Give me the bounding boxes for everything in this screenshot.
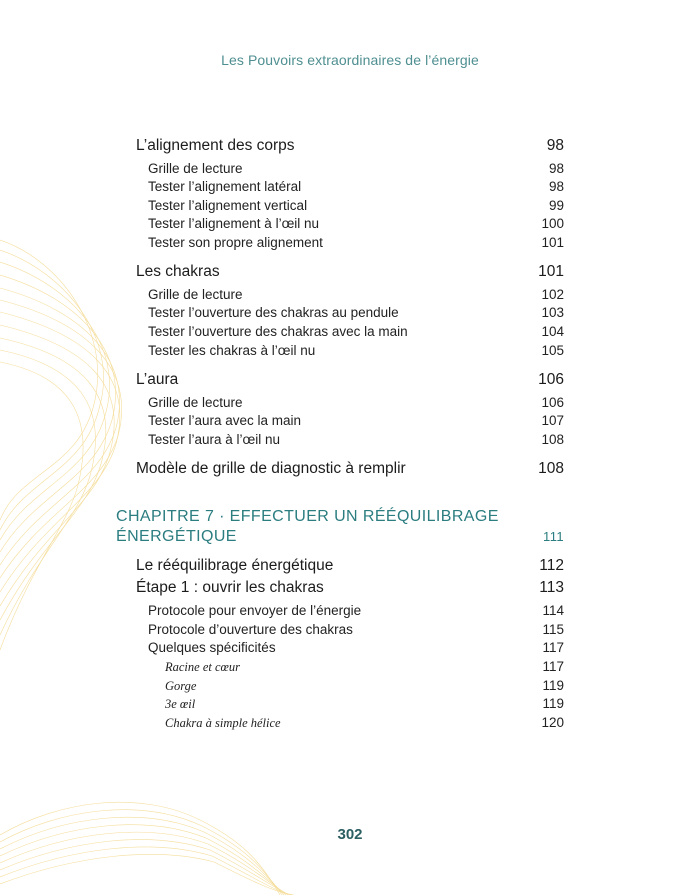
toc-subsubentry[interactable] xyxy=(165,715,564,731)
toc-subsubentry[interactable] xyxy=(165,678,564,694)
toc-entry-title: Le rééquilibrage énergétique xyxy=(136,557,334,574)
toc-entry-page: 108 xyxy=(538,460,564,477)
toc-subentry-title: Tester l’ouverture des chakras avec la main xyxy=(148,324,408,339)
toc-subentry-title: Tester l’alignement à l’œil nu xyxy=(148,216,320,231)
toc-entry-title: Les chakras xyxy=(136,263,220,280)
toc-subentry-page: 98 xyxy=(548,179,564,194)
running-header: Les Pouvoirs extraordinaires de l’énergie xyxy=(221,52,479,68)
toc-subentry-page: 107 xyxy=(541,413,564,428)
toc-subentry-title: Tester son propre alignement xyxy=(148,235,323,250)
toc-subentry[interactable] xyxy=(148,413,564,428)
toc-subentry-page: 117 xyxy=(542,640,564,655)
toc-subentry-title: Tester l’alignement vertical xyxy=(148,198,308,213)
toc-subentry-page: 100 xyxy=(541,216,564,231)
toc-subentry[interactable] xyxy=(148,216,564,231)
toc-subentry[interactable] xyxy=(148,198,564,213)
toc-subsubentry-page: 117 xyxy=(542,659,564,674)
toc-subentry-page: 115 xyxy=(542,622,564,637)
toc-subsubentry-title: Chakra à simple hélice xyxy=(165,716,281,730)
toc-subsubentry-title: Gorge xyxy=(165,679,197,693)
toc-subentry-page: 114 xyxy=(542,603,564,618)
toc-subentry[interactable] xyxy=(148,343,564,358)
toc-subentry-title: Protocole pour envoyer de l’énergie xyxy=(148,603,362,618)
toc-subentry[interactable] xyxy=(148,640,564,655)
toc-entry-title: L’aura xyxy=(136,371,179,388)
toc-subentry-page: 106 xyxy=(541,395,564,410)
toc-entry-aura[interactable] xyxy=(136,371,564,389)
toc-subentry-title: Grille de lecture xyxy=(148,161,243,176)
toc-subsubentry-page: 119 xyxy=(542,696,564,711)
toc-subsubentry[interactable] xyxy=(165,659,564,675)
toc-subsubentry-page: 120 xyxy=(541,715,564,730)
toc-entry-alignement[interactable] xyxy=(136,137,564,155)
toc-subentry-title: Protocole d’ouverture des chakras xyxy=(148,622,353,637)
toc-subentry-title: Tester l’aura à l’œil nu xyxy=(148,432,281,447)
toc-subsubentry-title: 3e œil xyxy=(165,697,196,711)
toc-entry-chakras[interactable] xyxy=(136,263,564,281)
toc-subentry-title: Tester l’aura avec la main xyxy=(148,413,302,428)
toc-subentry-page: 101 xyxy=(541,235,564,250)
toc-subentry-page: 104 xyxy=(541,324,564,339)
toc-subentry-page: 105 xyxy=(541,343,564,358)
toc-subentry-page: 103 xyxy=(541,305,564,320)
toc-subentry-title: Grille de lecture xyxy=(148,287,243,302)
toc-subentry-page: 98 xyxy=(548,161,564,176)
toc-subentry-title: Grille de lecture xyxy=(148,395,243,410)
chapter-title-line-2-row xyxy=(116,527,564,547)
toc-entry-title: L’alignement des corps xyxy=(136,137,295,154)
toc-entry-title: Étape 1 : ouvrir les chakras xyxy=(136,579,324,596)
toc-subentry-title: Tester les chakras à l’œil nu xyxy=(148,343,316,358)
toc-entry-page: 98 xyxy=(546,137,564,154)
toc-entry-page: 101 xyxy=(538,263,564,280)
toc-subentry[interactable] xyxy=(148,622,564,637)
toc-subentry[interactable] xyxy=(148,395,564,410)
toc-subentry-page: 108 xyxy=(541,432,564,447)
toc-subentry-title: Quelques spécificités xyxy=(148,640,276,655)
toc-entry-page: 113 xyxy=(539,579,564,596)
toc-subentry[interactable] xyxy=(148,603,564,618)
toc-subsubentry-page: 119 xyxy=(542,678,564,693)
toc-subsubentry[interactable] xyxy=(165,696,564,712)
toc-subentry-page: 99 xyxy=(548,198,564,213)
toc-subentry[interactable] xyxy=(148,179,564,194)
toc-subsubentry-title: Racine et cœur xyxy=(165,660,240,674)
toc-subentry[interactable] xyxy=(148,235,564,250)
toc-entry-modele[interactable] xyxy=(136,460,564,478)
toc-subentry[interactable] xyxy=(148,432,564,447)
toc-subentry-page: 102 xyxy=(541,287,564,302)
toc-entry-reequilibrage[interactable] xyxy=(136,557,564,575)
toc-subentry-title: Tester l’ouverture des chakras au pendule xyxy=(148,305,399,320)
toc-entry-title: Modèle de grille de diagnostic à remplir xyxy=(136,460,406,477)
chapter-title-line-1: CHAPITRE 7 · EFFECTUER UN RÉÉQUILIBRAGE xyxy=(116,508,499,525)
toc-subentry[interactable] xyxy=(148,161,564,176)
chapter-title-line-2: ÉNERGÉTIQUE xyxy=(116,528,237,545)
toc-subentry[interactable] xyxy=(148,287,564,302)
page-number: 302 xyxy=(337,826,363,843)
toc-subentry[interactable] xyxy=(148,324,564,339)
toc-entry-page: 106 xyxy=(538,371,564,388)
toc-subentry[interactable] xyxy=(148,305,564,320)
toc-subentry-title: Tester l’alignement latéral xyxy=(148,179,302,194)
chapter-page: 111 xyxy=(543,529,564,544)
toc-entry-etape1[interactable] xyxy=(136,579,564,597)
chapter-heading[interactable] xyxy=(116,507,564,547)
toc-entry-page: 112 xyxy=(539,557,564,574)
